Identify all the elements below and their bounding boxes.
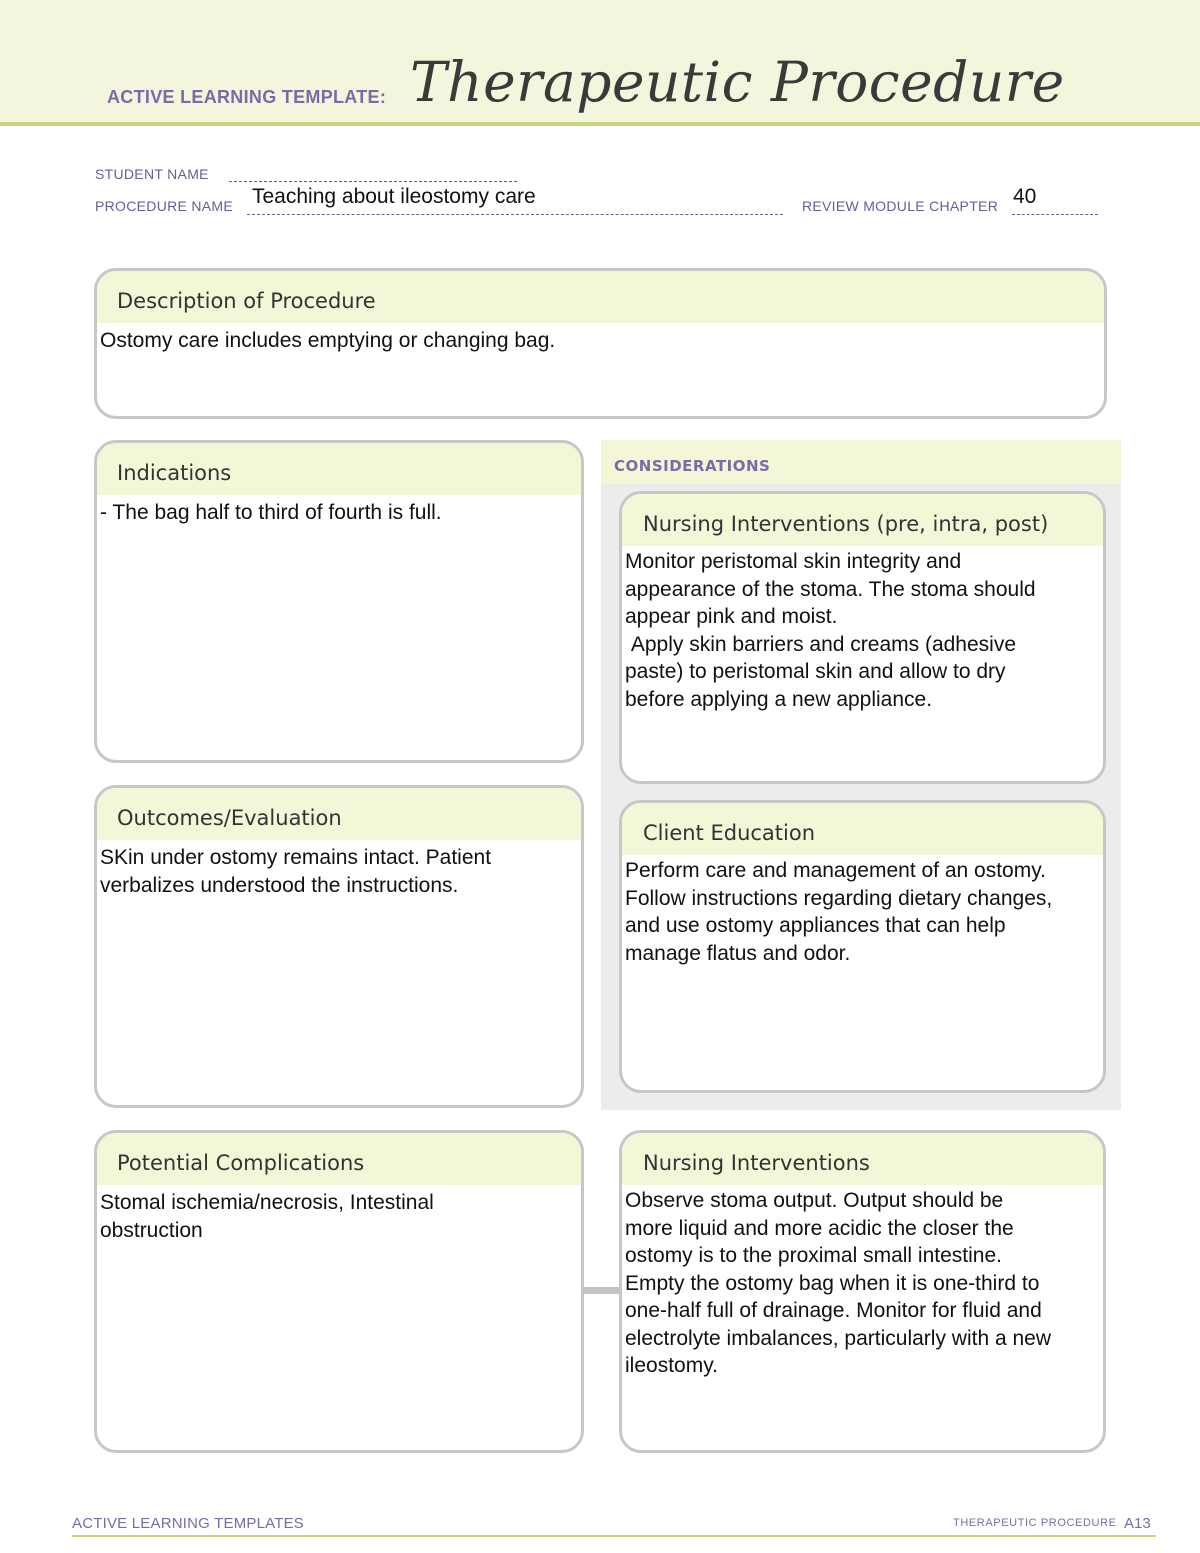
interventions-box <box>619 1130 1106 1453</box>
nursing-interventions-box <box>619 491 1106 784</box>
client-education-heading: Client Education <box>622 803 1103 855</box>
nursing-interventions-heading: Nursing Interventions (pre, intra, post) <box>622 494 1103 546</box>
description-heading: Description of Procedure <box>97 271 1104 323</box>
review-module-label: REVIEW MODULE CHAPTER <box>802 198 999 214</box>
outcomes-box <box>94 785 584 1108</box>
footer-left-label: ACTIVE LEARNING TEMPLATES <box>72 1515 304 1532</box>
procedure-name-label: PROCEDURE NAME <box>95 198 233 214</box>
complications-heading: Potential Complications <box>97 1133 581 1185</box>
indications-box <box>94 440 584 763</box>
outcomes-text[interactable]: SKin under ostomy remains intact. Patient verbalizes understood the instructions. <box>100 846 492 897</box>
review-module-field[interactable] <box>1012 214 1098 215</box>
client-education-box <box>619 800 1106 1093</box>
client-education-text[interactable]: Perform care and management of an ostomy. Follow instructions regarding dietary changes, and use ostomy appliances that can help manage flatus and odor. <box>625 859 1053 965</box>
complications-box <box>94 1130 584 1453</box>
procedure-name-value: Teaching about ileostomy care <box>252 185 536 208</box>
review-module-value: 40 <box>1013 185 1037 208</box>
template-label: ACTIVE LEARNING TEMPLATE: <box>107 87 387 107</box>
footer-rule <box>72 1535 1156 1537</box>
student-name-field[interactable] <box>229 181 517 182</box>
procedure-name-field[interactable] <box>247 214 783 215</box>
page-title: Therapeutic Procedure <box>410 50 1065 114</box>
outcomes-heading: Outcomes/Evaluation <box>97 788 581 840</box>
page-number: A13 <box>1124 1515 1151 1532</box>
box-connector <box>582 1287 622 1294</box>
student-name-label: STUDENT NAME <box>95 166 209 182</box>
description-text[interactable]: Ostomy care includes emptying or changing bag. <box>100 329 556 352</box>
considerations-label: CONSIDERATIONS <box>614 457 771 475</box>
interventions-heading: Nursing Interventions <box>622 1133 1103 1185</box>
indications-text[interactable]: - The bag half to third of fourth is full. <box>100 501 442 524</box>
description-box <box>94 268 1107 419</box>
nursing-interventions-text[interactable]: Monitor peristomal skin integrity and appearance of the stoma. The stoma should appear pink and moist. Apply skin barriers and creams (adhesive paste) to peristomal skin and allow to dry before applying a new appliance. <box>625 550 1036 711</box>
interventions-text[interactable]: Observe stoma output. Output should be more liquid and more acidic the closer the ostomy is to the proximal small intestine. Empty the ostomy bag when it is one-third to one-half full of drainage. Monitor for fluid and electrolyte imbalances, particularly with a new ileostomy. <box>625 1189 1052 1377</box>
footer-right-label: THERAPEUTIC PROCEDURE <box>953 1517 1117 1529</box>
indications-heading: Indications <box>97 443 581 495</box>
complications-text[interactable]: Stomal ischemia/necrosis, Intestinal obstruction <box>100 1191 434 1242</box>
